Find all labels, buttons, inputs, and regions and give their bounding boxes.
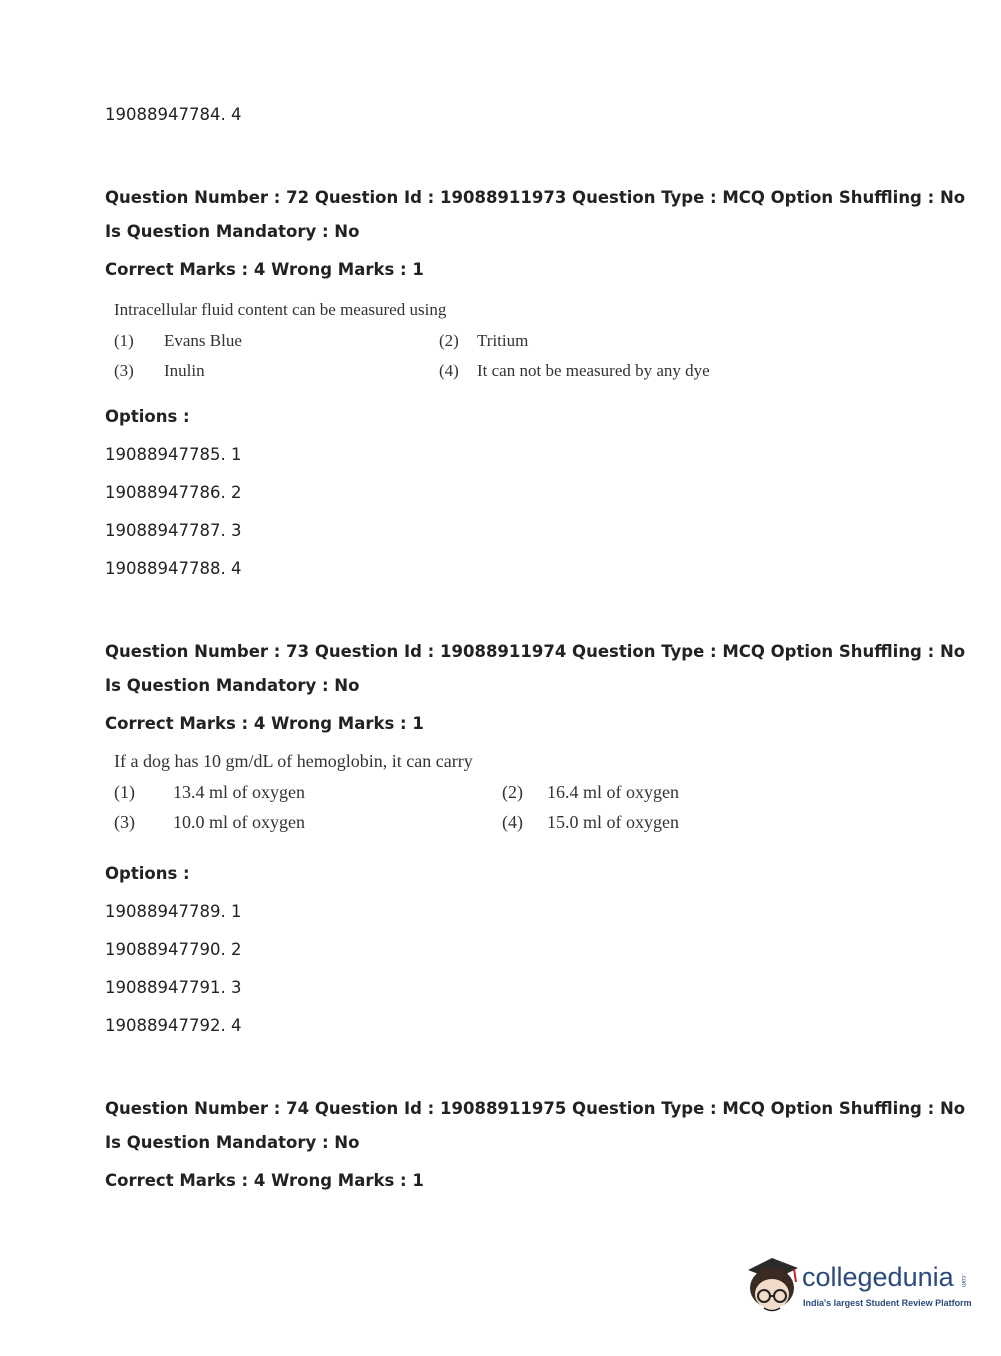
q72-choice-2-text: Tritium: [477, 331, 529, 350]
q74-marks: Correct Marks : 4 Wrong Marks : 1: [105, 1171, 424, 1190]
q73-choice-4-num: (4): [502, 812, 523, 832]
q72-choice-3-text: Inulin: [164, 361, 205, 380]
q73-choice-4-text: 15.0 ml of oxygen: [547, 812, 679, 832]
q72-choice-4-text: It can not be measured by any dye: [477, 361, 710, 380]
top-option: 19088947784. 4: [105, 105, 242, 124]
q72-option-2: 19088947786. 2: [105, 483, 242, 502]
q72-option-4: 19088947788. 4: [105, 559, 242, 578]
q72-mandatory: Is Question Mandatory : No: [105, 222, 360, 241]
q72-marks: Correct Marks : 4 Wrong Marks : 1: [105, 260, 424, 279]
q73-mandatory: Is Question Mandatory : No: [105, 676, 360, 695]
logo-domain: .com: [960, 1274, 966, 1288]
q74-header: Question Number : 74 Question Id : 19088911975 Question Type : MCQ Option Shuffling : No: [105, 1099, 966, 1118]
q73-choice-2-num: (2): [502, 782, 523, 802]
q73-choice-3-text: 10.0 ml of oxygen: [173, 812, 305, 832]
q73-header: Question Number : 73 Question Id : 19088911974 Question Type : MCQ Option Shuffling : No: [105, 642, 966, 661]
q74-mandatory: Is Question Mandatory : No: [105, 1133, 360, 1152]
q72-choice-2-num: (2): [439, 331, 459, 350]
q72-stem: Intracellular fluid content can be measured using: [114, 300, 447, 319]
q72-option-3: 19088947787. 3: [105, 521, 242, 540]
q73-option-4: 19088947792. 4: [105, 1016, 242, 1035]
q73-options-label: Options :: [105, 864, 190, 883]
q72-header: Question Number : 72 Question Id : 19088911973 Question Type : MCQ Option Shuffling : No: [105, 188, 966, 207]
logo-tagline: India's largest Student Review Platform: [803, 1298, 972, 1308]
q73-stem: If a dog has 10 gm/dL of hemoglobin, it can carry: [114, 751, 473, 771]
q73-choice-2-text: 16.4 ml of oxygen: [547, 782, 679, 802]
logo-wordmark: collegedunia: [802, 1262, 954, 1292]
q73-choice-1-num: (1): [114, 782, 135, 802]
mascot-icon: [742, 1252, 802, 1314]
q72-choice-3-num: (3): [114, 361, 134, 380]
q73-option-1: 19088947789. 1: [105, 902, 242, 921]
q73-option-3: 19088947791. 3: [105, 978, 242, 997]
q73-option-2: 19088947790. 2: [105, 940, 242, 959]
q72-choice-4-num: (4): [439, 361, 459, 380]
q73-marks: Correct Marks : 4 Wrong Marks : 1: [105, 714, 424, 733]
q72-options-label: Options :: [105, 407, 190, 426]
q73-choice-1-text: 13.4 ml of oxygen: [173, 782, 305, 802]
q72-choice-1-text: Evans Blue: [164, 331, 242, 350]
q72-option-1: 19088947785. 1: [105, 445, 242, 464]
q73-choice-3-num: (3): [114, 812, 135, 832]
q72-choice-1-num: (1): [114, 331, 134, 350]
collegedunia-logo: [742, 1250, 972, 1318]
